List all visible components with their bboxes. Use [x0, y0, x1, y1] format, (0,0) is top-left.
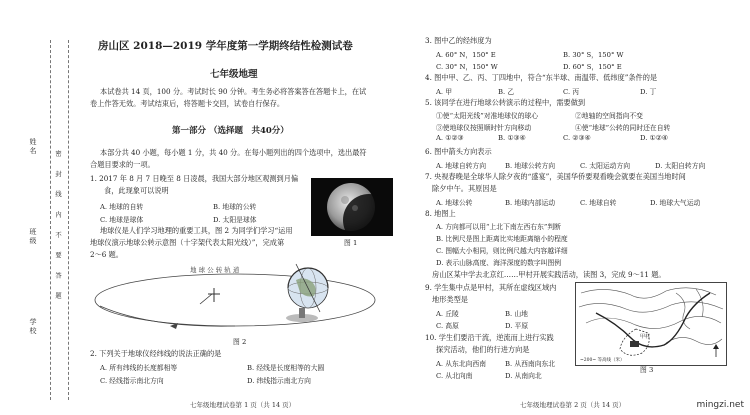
q6-option-d: D. 太阳自转方向	[655, 162, 706, 170]
q9-option-a: A. 丘陵	[436, 310, 459, 318]
orbit-diagram-svg	[90, 258, 390, 336]
q6-option-a: A. 地球自转方向	[436, 162, 487, 170]
q2-option-c: C. 经线指示南北方向	[100, 377, 164, 385]
q6-option-c: C. 太阳运动方向	[580, 162, 631, 170]
q9-stem-line-1: 9. 学生集中点是甲村，其所在虚线区域内	[425, 283, 557, 292]
q10-stem-line-2: 探究活动，他们的行进方向是	[436, 345, 530, 354]
q3-option-a: A. 60° N，150° E	[436, 51, 496, 59]
q7-option-d: D. 地球大气运动	[650, 199, 701, 207]
q2-stem: 2. 下列关于地球仪经纬线的说法正确的是	[90, 349, 222, 358]
q3-stem: 3. 图中乙的经纬度为	[425, 36, 492, 45]
figure-2-label: 图 2	[233, 338, 247, 346]
q4-option-b: B. 乙	[498, 88, 515, 96]
seal-line-text: 密 封 线 内 不 要 答 题	[54, 150, 61, 305]
q2-option-a: A. 所有纬线的长度都相等	[100, 364, 178, 372]
figure-1-label: 图 1	[344, 239, 358, 247]
contour-legend: ~200~ 等高线（米）	[580, 358, 625, 363]
q10-option-c: C. 从北向南	[436, 372, 473, 380]
moon-eclipse-image	[311, 178, 393, 236]
q5-option-c: C. ②③④	[563, 134, 591, 142]
globe-icon	[286, 264, 328, 322]
q1-option-b: B. 地球的公转	[213, 203, 257, 211]
intro2-line-2: 地球仪演示地球公转示意图（十字架代表太阳光线）”，完成第	[90, 238, 285, 247]
exam-subtitle: 七年级地理	[210, 69, 258, 80]
figure-1-moon-photo	[311, 178, 393, 236]
contour-map-svg	[576, 283, 726, 365]
sun-cross-icon	[200, 288, 220, 304]
q7-stem-line-2: 除夕中午。其原因是	[432, 184, 497, 193]
part-desc-line-2: 合题目要求的一项。	[90, 160, 155, 169]
q9-option-c: C. 高原	[436, 322, 459, 330]
instructions-line-2: 卷上作答无效。考试结束后，将答题卡交回，试卷自行保存。	[90, 99, 285, 108]
q10-option-b: B. 从西南向东北	[505, 360, 556, 368]
q3-option-c: C. 30° N，150° W	[436, 63, 498, 71]
exam-title: 房山区 2018—2019 学年度第一学期终结性检测试卷	[98, 40, 353, 52]
q5-option-b: B. ①③④	[498, 134, 526, 142]
q4-option-a: A. 甲	[436, 88, 453, 96]
intro9: 房山区某中学去北京红……甲村开展实践活动，读图 3，完成 9～11 题。	[432, 270, 666, 279]
q2-option-b: B. 经线是长度相等的大圆	[247, 364, 325, 372]
north-arrow-icon	[713, 344, 719, 357]
figure-3-label: 图 3	[640, 366, 654, 374]
q9-option-d: D. 平原	[505, 322, 529, 330]
instructions-line-1: 本试卷共 14 页，100 分。考试时长 90 分钟。考生务必将答案答在答题卡上，在试	[100, 87, 367, 96]
q9-option-b: B. 山地	[505, 310, 528, 318]
q5-item-2: ②地轴的空间指向不变	[575, 112, 643, 120]
q3-option-b: B. 30° S，150° W	[563, 51, 624, 59]
binding-line-outer	[50, 40, 51, 400]
q1-option-c: C. 地球是球体	[100, 216, 144, 224]
q5-option-a: A. ①②③	[436, 134, 464, 142]
figure-3-contour-map	[575, 282, 727, 366]
q5-stem: 5. 该同学在进行地球公转演示的过程中，需要做到	[425, 98, 586, 107]
q5-item-3: ③使地球仪按照顺时针方向移动	[436, 124, 532, 132]
q4-stem: 4. 图中甲、乙、丙、丁四地中，符合“东半球、南温带、低纬度”条件的是	[425, 73, 658, 82]
q2-option-d: D. 纬线指示南北方向	[247, 377, 311, 385]
page1-footer: 七年级地理试卷第 1 页（共 14 页）	[190, 401, 296, 409]
q7-stem-line-1: 7. 央视春晚是全球华人除夕夜的“盛宴”，美国华侨要观看晚会就要在美国当地时间	[425, 172, 686, 181]
q1-stem-line-2: 食，此现象可以说明	[104, 186, 169, 195]
q8-stem: 8. 地图上	[425, 209, 456, 218]
q3-option-d: D. 60° S，150° E	[563, 63, 622, 71]
q8-option-d: D. 表示山脉高度、海洋深度的数字叫图例	[436, 259, 562, 267]
q10-option-d: D. 从南向北	[505, 372, 542, 380]
orbit-label: 地 球 公 转 轨 道	[190, 266, 240, 274]
q10-option-a: A. 从东北向西南	[436, 360, 487, 368]
q1-option-d: D. 太阳是球体	[213, 216, 257, 224]
q6-option-b: B. 地球公转方向	[505, 162, 556, 170]
q6-stem: 6. 图中箭头方向表示	[425, 147, 492, 156]
q8-option-b: B. 比例尺是图上距离比实地距离缩小的程度	[436, 235, 568, 243]
site-watermark: mingzi.net	[696, 400, 744, 410]
q7-option-b: B. 地球内部运动	[505, 199, 556, 207]
q4-option-c: C. 丙	[563, 88, 580, 96]
village-label: 甲村	[640, 334, 651, 340]
q9-stem-line-2: 地形类型是	[432, 295, 468, 304]
q8-option-a: A. 方向都可以用“上北下南左西右东”判断	[436, 223, 561, 231]
q4-option-d: D. 丁	[640, 88, 657, 96]
intro2-line-1: 地球仪是人们学习地理的重要工具，图 2 为同学们学习“运用	[100, 226, 293, 235]
school-label: 学校	[29, 318, 37, 336]
name-label: 姓名	[29, 138, 37, 156]
binding-margin	[8, 0, 70, 415]
q5-option-d: D. ①②④	[640, 134, 668, 142]
q8-option-c: C. 图幅大小相同，则比例尺越大内容越详细	[436, 247, 568, 255]
q10-stem-line-1: 10. 学生们要沿干流，逆流而上进行实践	[425, 333, 554, 342]
q1-stem-line-1: 1. 2017 年 8 月 7 日晚至 8 日凌晨，我国大部分地区观测到月偏	[90, 174, 299, 183]
q7-option-c: C. 地球自转	[580, 199, 617, 207]
q7-option-a: A. 地球公转	[436, 199, 473, 207]
q5-item-1: ①使“太阳光线”对准地球仪的球心	[436, 112, 539, 120]
page2-footer: 七年级地理试卷第 2 页（共 14 页）	[520, 401, 626, 409]
q5-item-4: ④使“地球”公转的同时还在自转	[575, 124, 671, 132]
q1-option-a: A. 地球的自转	[100, 203, 144, 211]
intro2-line-3: 2～6 题。	[90, 250, 123, 259]
part-title: 第一部分 （选择题 共40分）	[172, 126, 289, 136]
class-label: 班级	[29, 228, 37, 246]
binding-line-inner	[68, 40, 69, 400]
part-desc-line-1: 本部分共 40 小题，每小题 1 分，共 40 分。在每小题列出的四个选项中，选出最符	[100, 148, 367, 157]
figure-2-orbit-diagram	[90, 258, 390, 336]
